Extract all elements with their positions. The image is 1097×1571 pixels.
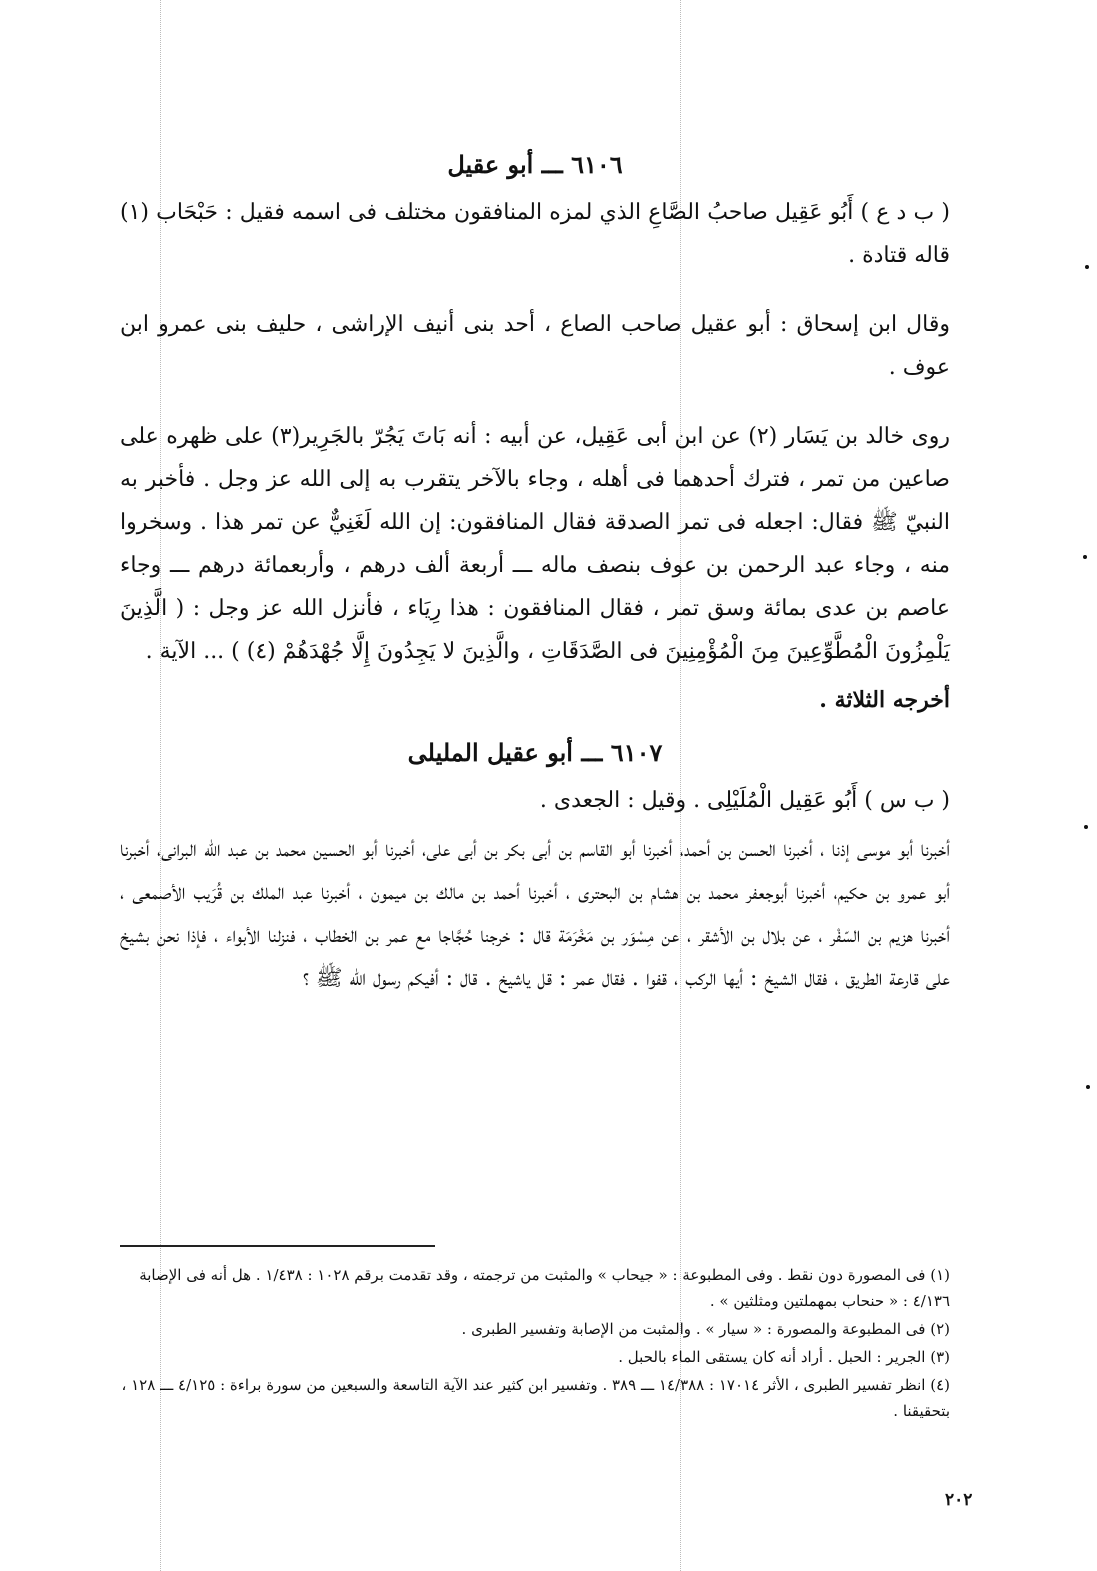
entry-heading: ٦١٠٦ ـــ أبو عقيل [447,150,623,179]
entry-heading: ٦١٠٧ ـــ أبو عقيل المليلى [407,738,663,767]
entry-paragraph: ( ب س ) أَبُو عَقِيل الْمُلَيْلِى . وقيل : الجعدى . [539,788,950,813]
entry-paragraph: أخرجه الثلاثة . [819,687,950,713]
footnote: (١) فى المصورة دون نقط . وفى المطبوعة : « جيحاب » والمثبت من ترجمته ، وقد تقدمت برقم ١٠٢٨ : ١/٤٣٨ . هل أنه فى الإصابة ٤/١٣٦ : « حنحاب بمهملتين ومثلثين » . [139,1266,950,1310]
document-body [120,150,950,1016]
entry-paragraph: وقال ابن إسحاق : أبو عقيل صاحب الصاع ، أحد بنى أنيف الإراشى ، حليف بنى عمرو ابن عوف . [120,312,950,380]
footnote-separator [120,1245,435,1247]
entry-paragraph: ( ب د ع ) أَبُو عَقِيل صاحبُ الصَّاعِ الذي لمزه المنافقون مختلف فى اسمه فقيل : حَبْحَاب (١) قاله قتادة . [120,200,950,268]
entry-paragraph: أخبرنا أبو موسى إذنا ، أخبرنا الحسن بن أحمد، أخبرنا أبو القاسم بن أبى بكر بن أبى على، أخبرنا أبو الحسين محمد بن عبد الله البرانى، أخبرنا أبو عمرو بن حكيم، أخبرنا أبوجعفر محمد بن هشام بن البحترى ، أخبرنا أحمد بن مالك بن ميمون ، أخبرنا عبد الملك بن قُرَيب الأصمعى ، أخبرنا هزيم بن السّفْر ، عن بلال بن الأشقر ، عن مِسْوَر بن مَخْرَمَة قال : خرجنا حُجَّاجا مع عمر بن الخطاب ، فنزلنا الأبواء ، فإذا نحن بشيخ على قارعة الطريق ، فقال الشيخ : أيها الركب ، قفوا . فقال عمر : قل ياشيخ . قال : أفيكم رسول الله ﷺ ؟ [120,837,950,991]
scan-speck [1086,1085,1090,1089]
page-number: ٢٠٢ [945,1490,973,1510]
scan-speck [1084,825,1088,829]
scan-speck [1085,265,1089,269]
footnote: (٢) فى المطبوعة والمصورة : « سيار » . والمثبت من الإصابة وتفسير الطبرى . [461,1320,950,1338]
entry-paragraph: روى خالد بن يَسَار (٢) عن ابن أبى عَقِيل، عن أبيه : أنه بَاتَ يَجُرّ بالجَرِير(٣) على ظهره على صاعين من تمر ، فترك أحدهما فى أهله ، وجاء بالآخر يتقرب به إلى الله عز وجل . فأخبر به النبيّ ﷺ فقال: اجعله فى تمر الصدقة فقال المنافقون: إن الله لَغَنِيٌّ عن تمر هذا . وسخروا منه ، وجاء عبد الرحمن بن عوف بنصف ماله ـــ أربعة ألف درهم ، وأربعمائة درهم ـــ وجاء عاصم بن عدى بمائة وسق تمر ، فقال المنافقون : هذا رِيَاء ، فأنزل الله عز وجل : ( الَّذِينَ يَلْمِزُونَ الْمُطَّوِّعِينَ مِنَ الْمُؤْمِنِينَ فى الصَّدَقَاتِ ، والَّذِينَ لا يَجِدُونَ إِلَّا جُهْدَهُمْ (٤) ) ... الآية . [120,424,951,664]
footnote: (٤) انظر تفسير الطبرى ، الأثر ١٧٠١٤ : ١٤/٣٨٨ ـــ ٣٨٩ . وتفسير ابن كثير عند الآية التاسعة والسبعين من سورة براءة : ٤/١٢٥ ـــ ١٢٨ ، بتحقيقنا . [121,1376,950,1420]
scan-speck [1083,555,1087,559]
footnote: (٣) الجرير : الحبل . أراد أنه كان يستقى الماء بالحبل . [618,1348,950,1366]
footnotes [120,1262,950,1426]
